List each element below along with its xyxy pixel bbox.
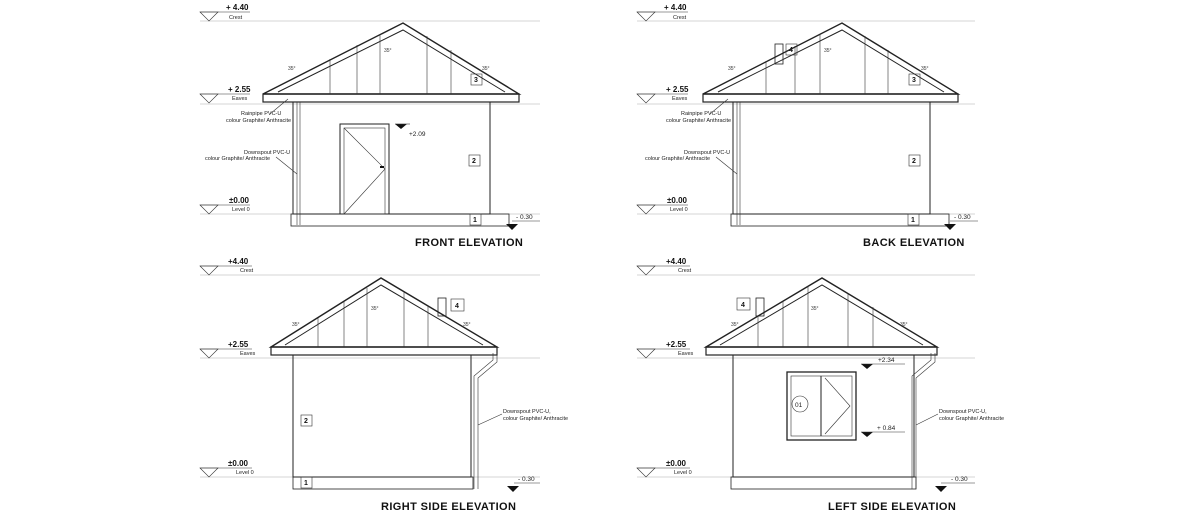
tag-2: 2: [912, 158, 916, 165]
tag-2: 2: [304, 418, 308, 425]
crest-level-label: Crest: [678, 268, 692, 274]
ground-level-value: - 0.30: [518, 476, 535, 483]
level0-label: Level 0: [236, 470, 254, 476]
tag-3: 3: [912, 77, 916, 84]
elevation-title: RIGHT SIDE ELEVATION: [381, 501, 517, 513]
tag-4: 4: [789, 47, 793, 54]
crest-level-marker: [200, 3, 250, 21]
downspout: [474, 353, 497, 489]
crest-level-value: + 4.40: [664, 3, 687, 12]
roof: [263, 23, 519, 102]
crest-level-label: Crest: [240, 268, 254, 274]
plinth: [731, 214, 949, 226]
downspout-note-line2: colour Graphite/ Anthracite: [205, 156, 271, 162]
door-head-level: +2.09: [409, 131, 426, 138]
eaves-level-marker: [637, 340, 694, 358]
tag-1: 1: [473, 217, 477, 224]
crest-level-label: Crest: [229, 15, 243, 21]
ground-level-marker: [506, 214, 540, 230]
roof-pitch-right: 35°: [900, 322, 908, 328]
downspout-note-line1: Downspout PVC-U: [244, 150, 291, 156]
roof-pitch-mid: 35°: [824, 48, 832, 54]
left-side-elevation: [637, 257, 1004, 513]
downspout-note: [916, 409, 1004, 425]
tag-3: 3: [474, 77, 478, 84]
wall: [733, 355, 914, 477]
window-sill-level-marker: [861, 425, 905, 437]
door-handle: [380, 166, 384, 168]
eaves-level-marker: [200, 340, 256, 358]
roof-pitch-left: 35°: [731, 322, 739, 328]
eaves-level-label: Eaves: [678, 351, 694, 357]
eaves-level-value: +2.55: [666, 340, 687, 349]
plinth: [293, 477, 473, 489]
rainpipe-note-line1: Rainpipe PVC-U: [241, 111, 282, 117]
eaves-level-value: + 2.55: [228, 85, 251, 94]
eaves-level-value: + 2.55: [666, 85, 689, 94]
crest-level-label: Crest: [673, 15, 687, 21]
roof: [706, 278, 937, 355]
ground-level-marker: [935, 476, 975, 492]
window-head-level: +2.34: [878, 357, 895, 364]
right-side-elevation: [200, 257, 568, 513]
downspout-note-line1: Downspout PVC-U,: [939, 409, 987, 415]
rainpipe-note-line1: Rainpipe PVC-U: [681, 111, 722, 117]
wall: [293, 355, 471, 477]
level0-marker: [637, 196, 688, 214]
level0-label: Level 0: [674, 470, 692, 476]
eaves-level-label: Eaves: [240, 351, 256, 357]
crest-level-marker: [637, 257, 692, 275]
eaves-level-marker: [637, 85, 689, 103]
downspout-note: [205, 150, 297, 174]
eaves-level-value: +2.55: [228, 340, 249, 349]
roof-pitch-right: 35°: [921, 66, 929, 72]
level0-label: Level 0: [670, 207, 688, 213]
level0-marker: [200, 459, 254, 477]
downspout-note-line2: colour Graphite/ Anthracite: [939, 416, 1005, 422]
crest-level-marker: [637, 3, 688, 21]
roof: [703, 23, 958, 102]
tag-1: 1: [911, 217, 915, 224]
crest-level-value: +4.40: [228, 257, 249, 266]
tag-4: 4: [741, 302, 745, 309]
plinth: [731, 477, 916, 489]
level0-value: ±0.00: [228, 459, 248, 468]
eaves-level-label: Eaves: [232, 96, 248, 102]
downspout-note-line1: Downspout PVC-U: [684, 150, 731, 156]
ground-level-value: - 0.30: [516, 214, 533, 221]
ground-level-marker: [507, 476, 540, 492]
rainpipe-note: [666, 99, 731, 124]
wall: [733, 102, 930, 214]
level0-value: ±0.00: [667, 196, 687, 205]
level0-value: ±0.00: [229, 196, 249, 205]
back-elevation: [637, 3, 978, 249]
roof-pitch-mid: 35°: [384, 48, 392, 54]
downspout-note-line1: Downspout PVC-U,: [503, 409, 551, 415]
roof-pitch-left: 35°: [728, 66, 736, 72]
window-tag: 01: [795, 402, 803, 409]
front-door: [340, 124, 426, 214]
window-head-level-marker: [861, 357, 905, 369]
tag-2: 2: [472, 158, 476, 165]
roof-pitch-mid: 35°: [811, 306, 819, 312]
window-sill-level: + 0.84: [877, 425, 896, 432]
roof-pitch-left: 35°: [292, 322, 300, 328]
window: [787, 372, 856, 440]
downspout-note: [478, 409, 568, 425]
downspout-note: [645, 150, 737, 174]
tag-1: 1: [304, 480, 308, 487]
downspout-note-line2: colour Graphite/ Anthracite: [503, 416, 569, 422]
rainpipe-note: [226, 99, 291, 124]
rainpipe-note-line2: colour Graphite/ Anthracite: [666, 118, 732, 124]
level0-label: Level 0: [232, 207, 250, 213]
elevation-title: BACK ELEVATION: [863, 237, 965, 249]
roof-pitch-right: 35°: [463, 322, 471, 328]
ground-level-value: - 0.30: [954, 214, 971, 221]
wall: [293, 102, 490, 214]
downspout-note-line2: colour Graphite/ Anthracite: [645, 156, 711, 162]
roof: [271, 278, 497, 355]
crest-level-value: + 4.40: [226, 3, 249, 12]
ground-level-value: - 0.30: [951, 476, 968, 483]
crest-level-marker: [200, 257, 254, 275]
eaves-level-marker: [200, 85, 251, 103]
rainpipe-note-line2: colour Graphite/ Anthracite: [226, 118, 292, 124]
eaves-level-label: Eaves: [672, 96, 688, 102]
elevation-title: LEFT SIDE ELEVATION: [828, 501, 957, 513]
roof-pitch-mid: 35°: [371, 306, 379, 312]
level0-value: ±0.00: [666, 459, 686, 468]
crest-level-value: +4.40: [666, 257, 687, 266]
roof-pitch-left: 35°: [288, 66, 296, 72]
level0-marker: [200, 196, 250, 214]
level0-marker: [637, 459, 692, 477]
elevation-title: FRONT ELEVATION: [415, 237, 524, 249]
tag-4: 4: [455, 303, 459, 310]
front-elevation: [200, 3, 540, 249]
roof-pitch-right: 35°: [482, 66, 490, 72]
